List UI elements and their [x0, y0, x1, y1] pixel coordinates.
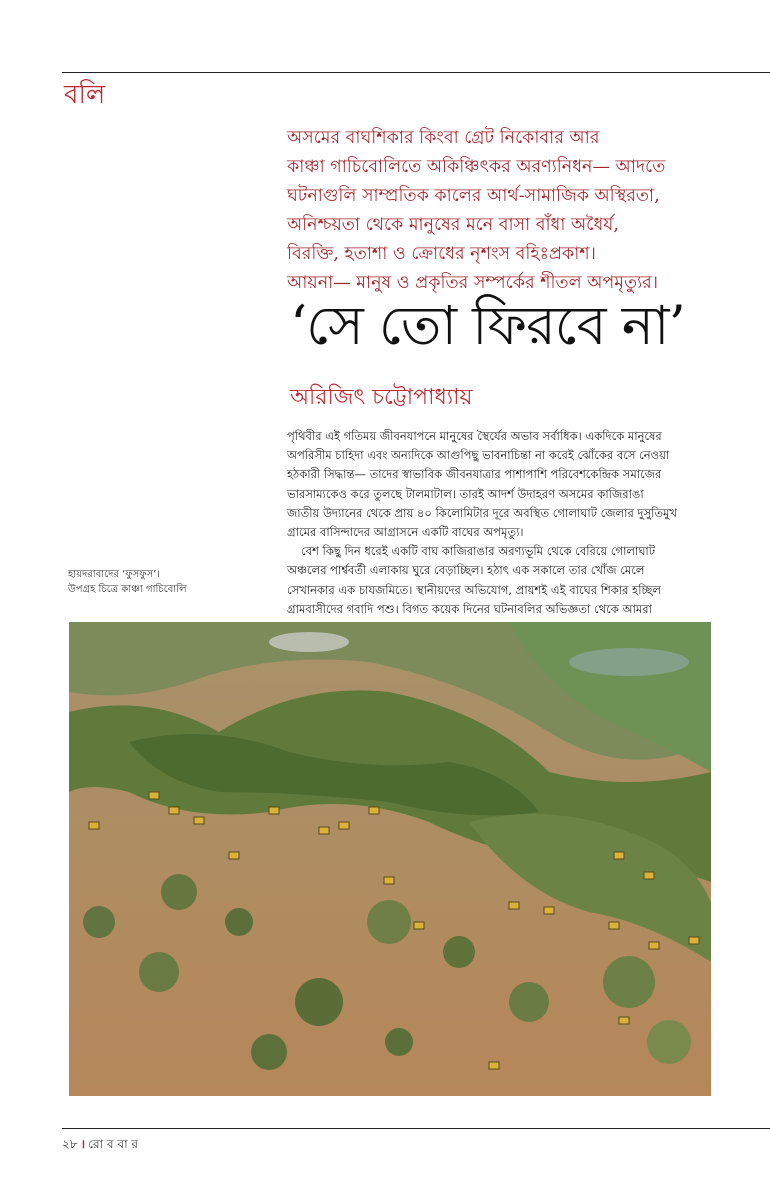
body-line: সেখানকার এক চাযজমিতে। স্থানীয়দের অভিযোগ, প্রায়শই এই বাঘের শিকার হচ্ছিল — [287, 582, 661, 597]
body-line: বেশ কিছু দিন ধরেই একটি বাঘ কাজিরাঙার অরণ্যভূমি থেকে বেরিয়ে গোলাঘাট — [301, 544, 656, 559]
body-line: অঞ্চলের পার্শ্ববর্তী এলাকায় ঘুরে বেড়াচ্ছিল। হঠাৎ এক সকালে তার খোঁজ মেলে — [287, 563, 645, 578]
footer-separator: । — [80, 1137, 86, 1151]
page-number: ২৮ — [62, 1137, 78, 1151]
body-line: অপরিসীম চাহিদা এবং অন্যদিকে আগুপিছু ভাবনাচিন্তা না করেই ঝোঁকের বসে নেওয়া — [287, 448, 670, 463]
caption-line: উপগ্রহ চিত্রে কাঞ্চা গাচিবোলি — [68, 584, 187, 595]
aerial-photo-illustration — [69, 622, 711, 1096]
body-line: গ্রামের বাসিন্দাদের আগ্রাসনে একটি বাঘের অপমৃত্যু। — [287, 525, 524, 540]
bottom-rule — [62, 1128, 770, 1129]
body-line: পৃথিবীর এই গতিময় জীবনযাপনে মানুষের স্থৈর্যের অভাব সর্বাধিক। একদিকে মানুষের — [287, 429, 662, 443]
page-footer — [62, 1135, 138, 1156]
aerial-photo — [69, 622, 711, 1096]
section-label: বলি — [64, 80, 106, 110]
top-rule — [62, 72, 770, 73]
author-byline: অরিজিৎ চট্টোপাধ্যায় — [290, 385, 473, 410]
standfirst-line: ঘটনাগুলি সাম্প্রতিক কালের আর্থ-সামাজিক অস্থিরতা, — [287, 186, 660, 206]
article-body — [287, 427, 717, 619]
standfirst-line: অনিশ্চয়তা থেকে মানুষের মনে বাসা বাঁধা অধৈর্য, — [287, 215, 619, 235]
article-title: ‘সে তো ফিরবে না’ — [290, 294, 685, 357]
photo-caption — [68, 567, 268, 597]
body-line: ভারসাম্যকেও করে তুলছে টালমাটাল। তারই আদর্শ উদাহরণ অসমের কাজিরাঙা — [287, 486, 644, 501]
standfirst — [287, 124, 767, 298]
standfirst-line: বিরক্তি, হতাশা ও ক্রোধের নৃশংস বহিঃপ্রকাশ। — [287, 244, 596, 264]
body-line: হঠকারী সিদ্ধান্ত— তাদের স্বাভাবিক জীবনযাত্রার পাশাপাশি পরিবেশকেন্দ্রিক সমাজের — [287, 467, 662, 482]
body-line: জাতীয় উদ্যানের থেকে প্রায় ৪০ কিলোমিটার দূরে অবস্থিত গোলাঘাট জেলার দুসুতিমুখ — [287, 505, 677, 520]
standfirst-line: আয়না— মানুষ ও প্রকৃতির সম্পর্কের শীতল অপমৃত্যুর। — [287, 273, 659, 293]
standfirst-line: কাঞ্চা গাচিবোলিতে অকিঞ্চিৎকর অরণ্যনিধন— আদতে — [287, 157, 666, 177]
magazine-name: রো ব বা র — [88, 1137, 138, 1151]
standfirst-line: অসমের বাঘশিকার কিংবা গ্রেট নিকোবার আর — [287, 128, 600, 148]
body-line: গ্রামবাসীদের গবাদি পশু। বিগত কয়েক দিনের ঘটনাবলির অভিজ্ঞতা থেকে আমরা — [287, 601, 652, 616]
caption-line: হায়দরাবাদের ‘ফুসফুস’। — [68, 569, 160, 580]
